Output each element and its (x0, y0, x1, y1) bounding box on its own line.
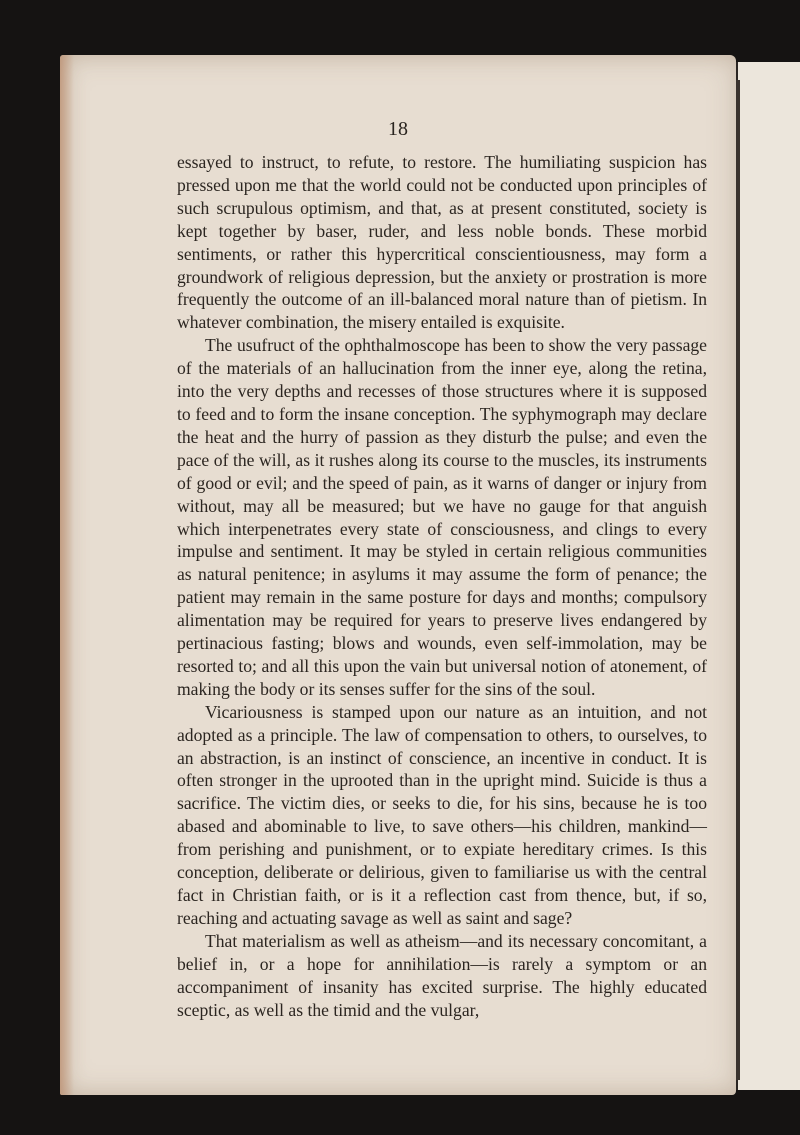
page-number: 18 (388, 118, 408, 140)
book-page (60, 55, 736, 1095)
paragraph-3: Vicariousness is stamped upon our nature as an intuition, and not adopted as a principle. The law of compensation to others, to ourselves, to an abstraction, is an instinct of conscience, an incentive in conduct. It is often stronger in the uprooted than in the upright mind. Suicide is thus a sacrifice. The victim dies, or seeks to die, for his sins, because he is too abased and abominable to live, to save others—his children, mankind—from perishing and punishment, or to expiate hereditary crimes. Is this conception, deliberate or delirious, given to familiarise us with the central fact in Christian faith, or is it a reflection cast from thence, but, if so, reaching and actuating savage as well as saint and sage? (177, 701, 707, 928)
paragraph-1: essayed to instruct, to refute, to restore. The humiliating suspicion has pressed upon me that the world could not be conducted upon principles of such scrupulous optimism, and that, as at present constituted, society is kept together by baser, ruder, and less noble bonds. These morbid sentiments, or rather this hypercritical conscientiousness, may form a groundwork of religious depression, but the anxiety or prostration is more frequently the outcome of an ill-balanced moral nature than of pietism. In whatever combination, the misery entailed is exquisite. (177, 152, 707, 333)
body-text (177, 151, 707, 1021)
adjacent-page-edge (736, 62, 800, 1090)
page-edge-stain (60, 55, 74, 1095)
paragraph-4: That materialism as well as atheism—and its necessary concomitant, a belief in, or a hope for annihilation—is rarely a symptom or an accompaniment of insanity has excited surprise. The highly educated sceptic, as well as the timid and the vulgar, (177, 930, 707, 1020)
page-gutter-shadow (736, 80, 740, 1080)
paragraph-2: The usufruct of the ophthalmoscope has been to show the very passage of the materials of an hallucination from the inner eye, along the retina, into the very depths and recesses of those structures where it is supposed to feed and to form the insane conception. The syphymograph may declare the heat and the hurry of passion as they disturb the pulse; and even the pace of the will, as it rushes along its course to the muscles, its instruments of good or evil; and the speed of pain, as it warns of danger or injury from without, may all be measured; but we have no gauge for that anguish which interpenetrates every state of consciousness, and clings to every impulse and sentiment. It may be styled in certain religious communities as natural penitence; in asylums it may assume the form of penance; the patient may remain in the same posture for days and months; compulsory alimentation may be required for years to preserve lives endangered by pertinacious fasting; blows and wounds, even self-immolation, may be resorted to; and all this upon the vain but universal notion of atonement, of making the body or its senses suffer for the sins of the soul. (177, 335, 707, 699)
